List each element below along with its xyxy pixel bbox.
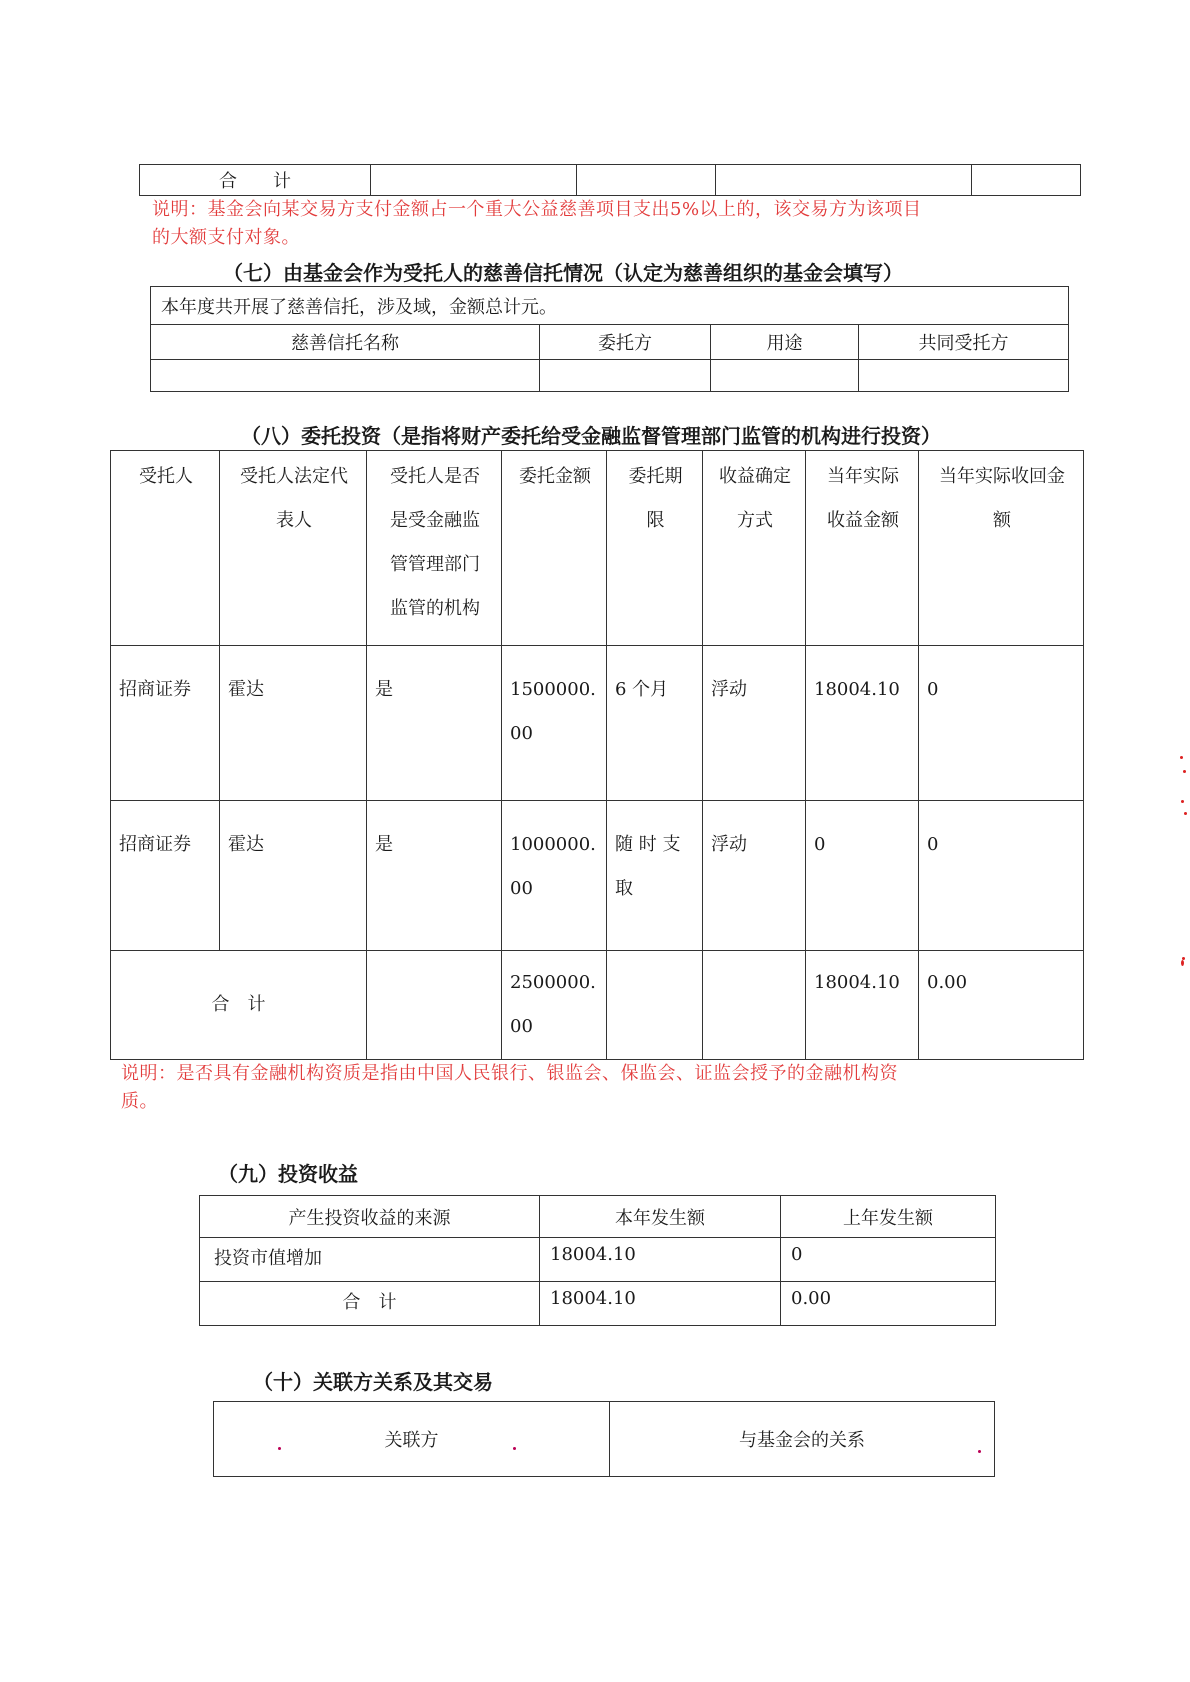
top-total-table (139, 164, 1081, 196)
table-header-row (151, 325, 1069, 360)
header-line: 收益确定 (719, 466, 791, 487)
section-8-heading: （八）委托投资（是指将财产委托给受金融监督管理部门监管的机构进行投资） (241, 424, 941, 448)
amount-cell (502, 951, 607, 1060)
note-large-payment (152, 196, 1052, 252)
table-header-row (214, 1402, 995, 1477)
header-line: 是受金融监 (390, 510, 480, 531)
income-method-cell (703, 951, 806, 1060)
header-line: 委托期 (628, 466, 683, 487)
header-line: 限 (646, 510, 665, 531)
regulated-cell (367, 951, 502, 1060)
table-row (111, 801, 1084, 951)
related-party-table (213, 1401, 995, 1477)
note-line: 的大额支付对象。 (152, 227, 300, 248)
column-header: 用途 (711, 325, 859, 360)
cell-text: 0 (814, 834, 826, 855)
table-cell (716, 165, 972, 196)
column-header: 共同受托方 (859, 325, 1069, 360)
table-total-row (111, 951, 1084, 1060)
table-cell (371, 165, 577, 196)
source-cell: 投资市值增加 (200, 1238, 540, 1282)
trustee-cell (111, 801, 220, 951)
recovered-cell (919, 951, 1084, 1060)
table-cell (859, 360, 1069, 392)
column-header: 委托方 (540, 325, 711, 360)
income-method-cell (703, 801, 806, 951)
cell-text: 浮动 (711, 679, 747, 700)
note-line: 质。 (121, 1091, 158, 1112)
cell-text: 浮动 (711, 834, 747, 855)
note-financial-qualification (121, 1060, 1021, 1116)
cell-line: 1500000. (510, 679, 596, 700)
actual-income-cell (806, 646, 919, 801)
table-row (200, 1238, 996, 1282)
column-header-amount (502, 451, 607, 646)
scan-speck (1181, 800, 1184, 803)
column-header-recovered (919, 451, 1084, 646)
column-header: 关联方 (214, 1402, 610, 1477)
scan-speck (1184, 812, 1187, 815)
income-method-cell (703, 646, 806, 801)
scan-speck (513, 1447, 516, 1450)
legal-rep-cell (220, 801, 367, 951)
current-cell: 18004.10 (540, 1282, 781, 1326)
header-line: 额 (993, 510, 1011, 531)
scan-speck (1180, 756, 1183, 759)
table-header-row (111, 451, 1084, 646)
charity-trust-table (150, 286, 1069, 392)
cell-line: 00 (510, 723, 533, 744)
previous-cell: 0 (781, 1238, 996, 1282)
scan-speck (1181, 960, 1184, 966)
section-10-heading: （十）关联方关系及其交易 (253, 1370, 493, 1394)
table-row (151, 287, 1069, 325)
cell-text: 0 (927, 679, 939, 700)
header-line: 监管的机构 (390, 598, 480, 619)
cell-text: 招商证券 (119, 834, 191, 855)
cell-line: 2500000. (510, 972, 596, 993)
cell-line: 00 (510, 878, 533, 899)
column-header-actual-income (806, 451, 919, 646)
amount-cell (502, 801, 607, 951)
column-header-term (607, 451, 703, 646)
section-9-heading: （九）投资收益 (218, 1162, 358, 1186)
table-row (140, 165, 1081, 196)
table-header-row (200, 1196, 996, 1238)
header-line: 受托人法定代 (240, 466, 348, 487)
note-line: 说明：是否具有金融机构资质是指由中国人民银行、银监会、保监会、证监会授予的金融机构资 (121, 1063, 898, 1084)
column-header-regulated (367, 451, 502, 646)
cell-text: 18004.10 (814, 679, 900, 700)
header-line: 受托人 (139, 466, 193, 487)
cell-text: 是 (375, 834, 393, 855)
scan-speck (1183, 770, 1186, 773)
cell-text: 霍达 (228, 679, 264, 700)
recovered-cell (919, 646, 1084, 801)
column-header: 产生投资收益的来源 (200, 1196, 540, 1238)
cell-text: 招商证券 (119, 679, 191, 700)
actual-income-cell (806, 801, 919, 951)
section-7-heading: （七）由基金会作为受托人的慈善信托情况（认定为慈善组织的基金会填写） (223, 261, 903, 285)
term-cell (607, 646, 703, 801)
investment-income-table (199, 1195, 996, 1326)
total-label: 合 计 (111, 951, 367, 1060)
column-header: 上年发生额 (781, 1196, 996, 1238)
table-cell (577, 165, 716, 196)
actual-income-cell (806, 951, 919, 1060)
amount-cell (502, 646, 607, 801)
term-cell (607, 951, 703, 1060)
regulated-cell (367, 646, 502, 801)
entrusted-investment-table (110, 450, 1084, 1060)
column-header: 与基金会的关系 (610, 1402, 995, 1477)
note-line: 说明：基金会向某交易方支付金额占一个重大公益慈善项目支出5%以上的，该交易方为该项目 (152, 199, 922, 220)
cell-text: 18004.10 (814, 972, 900, 993)
cell-text: 0.00 (927, 972, 968, 993)
column-header-legal-rep (220, 451, 367, 646)
table-cell (151, 360, 540, 392)
table-row (111, 646, 1084, 801)
total-label: 合 计 (200, 1282, 540, 1326)
cell-line: 6 个月 (615, 679, 669, 700)
table-cell (711, 360, 859, 392)
scan-speck (278, 1447, 281, 1450)
term-cell (607, 801, 703, 951)
cell-line: 1000000. (510, 834, 596, 855)
table-total-row (200, 1282, 996, 1326)
total-label: 合 计 (140, 165, 371, 196)
header-line: 委托金额 (519, 466, 591, 487)
cell-line: 取 (615, 878, 633, 899)
header-line: 管管理部门 (390, 554, 480, 575)
table-cell (540, 360, 711, 392)
legal-rep-cell (220, 646, 367, 801)
header-line: 当年实际收回金 (939, 466, 1065, 487)
column-header: 本年发生额 (540, 1196, 781, 1238)
cell-text: 霍达 (228, 834, 264, 855)
trustee-cell (111, 646, 220, 801)
cell-text: 0 (927, 834, 939, 855)
column-header-trustee (111, 451, 220, 646)
cell-text: 是 (375, 679, 393, 700)
regulated-cell (367, 801, 502, 951)
column-header-income-method (703, 451, 806, 646)
current-cell: 18004.10 (540, 1238, 781, 1282)
table-cell (972, 165, 1081, 196)
header-line: 受托人是否 (390, 466, 480, 487)
header-line: 当年实际 (827, 466, 899, 487)
previous-cell: 0.00 (781, 1282, 996, 1326)
recovered-cell (919, 801, 1084, 951)
table-row (151, 360, 1069, 392)
scan-speck (978, 1450, 981, 1453)
column-header: 慈善信托名称 (151, 325, 540, 360)
header-line: 表人 (276, 510, 312, 531)
cell-line: 随 时 支 (615, 834, 681, 855)
header-line: 收益金额 (827, 510, 899, 531)
header-line: 方式 (737, 510, 773, 531)
trust-summary: 本年度共开展了慈善信托，涉及域，金额总计元。 (151, 287, 1069, 325)
cell-line: 00 (510, 1016, 533, 1037)
